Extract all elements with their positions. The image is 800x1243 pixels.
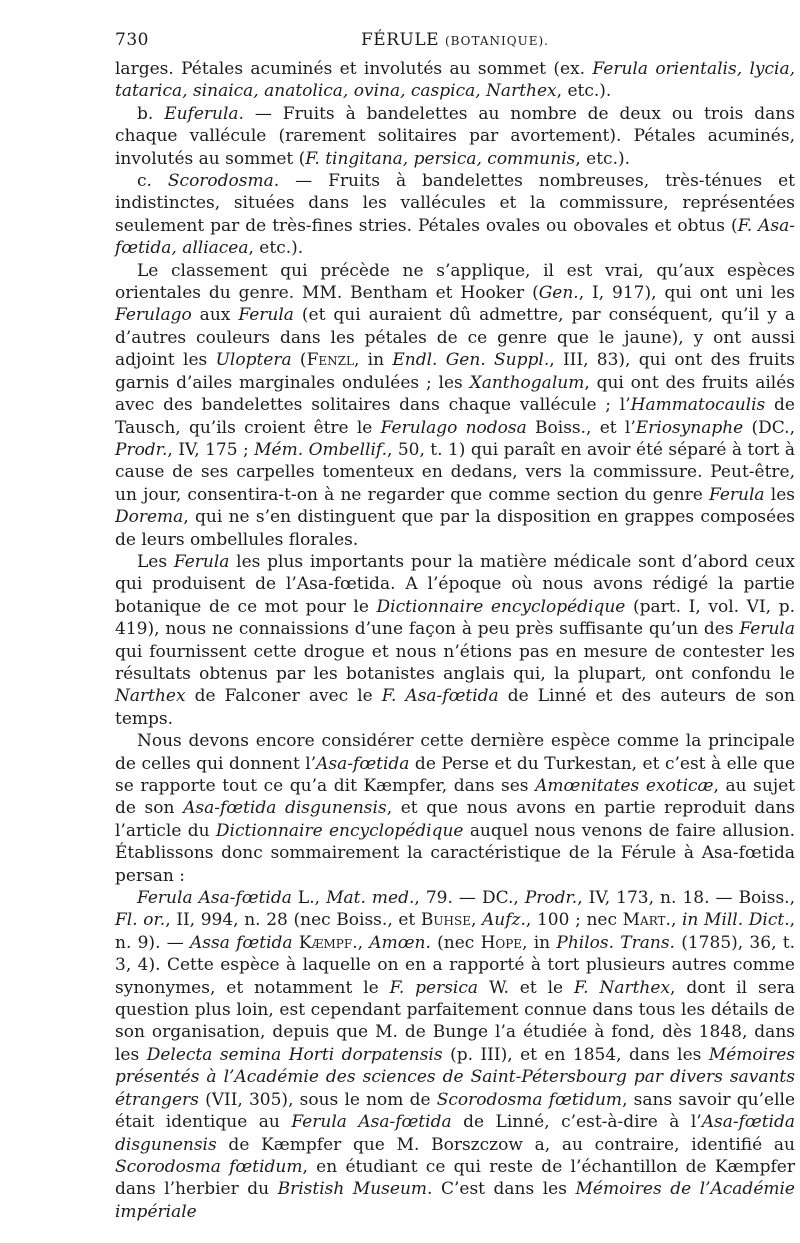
text-run: , n. 9). — bbox=[115, 910, 796, 953]
text-run: , et que nous avons en partie reproduit dans l’article du bbox=[115, 798, 796, 841]
body-text bbox=[115, 58, 795, 1223]
paragraph bbox=[115, 551, 795, 730]
text-run: Nous devons encore considérer cette dernière espèce comme la principale de celles qui donnent l’ bbox=[115, 731, 795, 774]
italic-text: Mém. Ombellif. bbox=[254, 439, 387, 460]
italic-text: in Mill. Dict. bbox=[682, 910, 790, 931]
text-run: Le classement qui précède ne s’applique, il est vrai, qu’aux espèces orientales du genre. MM. Bentham et Hooker ( bbox=[115, 260, 795, 304]
text-run: , 79. — DC., bbox=[414, 888, 525, 909]
italic-text: Endl. Gen. Suppl. bbox=[392, 350, 550, 371]
paragraph bbox=[115, 103, 795, 170]
text-run: , bbox=[470, 910, 483, 931]
paragraph bbox=[115, 170, 795, 260]
paragraph bbox=[115, 58, 795, 103]
page-number: 730 bbox=[115, 30, 149, 50]
text-run: , II, 994, n. 28 (nec Boiss., et bbox=[165, 910, 421, 931]
text-run: les bbox=[764, 484, 795, 505]
italic-text: Dorema bbox=[115, 507, 184, 528]
text-run: , bbox=[670, 910, 682, 931]
italic-text: Asa-fœtida bbox=[316, 753, 410, 774]
page-title-subtitle: (BOTANIQUE). bbox=[444, 34, 549, 48]
italic-text: Ferula bbox=[739, 619, 795, 640]
text-run: , qui ne s’en distinguent que par la disposition en grappes composées de leurs ombellules florales. bbox=[115, 507, 795, 550]
italic-text: Gen. bbox=[538, 283, 579, 304]
text-run: , au sujet de son bbox=[115, 776, 795, 819]
italic-text: F. persica bbox=[389, 977, 479, 998]
page-title bbox=[115, 30, 795, 50]
text-run: , bbox=[357, 932, 370, 953]
text-run: de Linné, c’est-à-dire à l’ bbox=[451, 1112, 702, 1133]
text-run: (nec bbox=[430, 932, 481, 953]
text-run: , etc.). bbox=[556, 81, 612, 102]
italic-text: Ferulago nodosa bbox=[380, 417, 527, 438]
text-run: (p. III), et en 1854, dans les bbox=[442, 1044, 709, 1065]
italic-text: Ferulago bbox=[115, 305, 192, 326]
italic-text: F. tingitana, persica, communis bbox=[305, 148, 576, 169]
italic-text: Dictionnaire encyclopédique bbox=[215, 820, 464, 841]
text-run: L., bbox=[291, 888, 327, 909]
italic-text: Philos. Trans. bbox=[556, 932, 675, 953]
italic-text: Ferula orientalis, lycia, tatarica, sinaica, anatolica, ovina, caspica, Narthex bbox=[115, 59, 795, 102]
italic-text: Aufz. bbox=[482, 910, 526, 931]
text-run: , en étudiant ce qui reste de l’échantillon de Kæmpfer dans l’herbier du bbox=[115, 1156, 795, 1200]
text-run: auquel nous venons de faire allusion. Établissons donc sommairement la caractéristique de la Férule à Asa-fœtida persan : bbox=[115, 820, 796, 886]
italic-text: Fl. or. bbox=[115, 910, 166, 931]
text-run: ( bbox=[291, 350, 307, 371]
italic-text: F. Asa-fœtida, alliacea bbox=[115, 215, 795, 259]
text-run: — Fruits à bandelettes nombreuses, très-ténues et indistinctes, situées dans les vallécules et la commissure, représentées seulement par de très-fines stries. Pétales ovales ou obovales et obtus ( bbox=[115, 171, 795, 236]
text-run: de Perse et du Turkestan, et c’est à elle que se rapporte tout ce qu’a dit Kæmpfer, dans ses bbox=[115, 753, 796, 796]
italic-text: Bristish Museum bbox=[277, 1179, 428, 1200]
text-run: , etc.). bbox=[575, 148, 631, 169]
text-run: de Linné et des auteurs de son temps. bbox=[115, 686, 795, 729]
text-run: larges. Pétales acuminés et involutés au sommet (ex. bbox=[115, 59, 593, 79]
text-run: (DC., bbox=[743, 417, 795, 438]
italic-text: Ferula bbox=[173, 551, 230, 572]
text-run: (VII, 305), sous le nom de bbox=[198, 1089, 437, 1110]
italic-text: Amœnitates exoticæ bbox=[535, 776, 714, 796]
text-run: Buhse bbox=[420, 910, 471, 931]
text-run: , in bbox=[522, 932, 557, 953]
italic-text: Prodr. bbox=[524, 888, 578, 909]
text-run: qui fournissent cette drogue et nous n’étions pas en mesure de contester les résultats obtenus par les botanistes anglais qui, la plupart, ont confondu le bbox=[115, 641, 795, 684]
text-run: , dont il sera question plus loin, est cependant parfaitement connue dans tous les détails de son organisation, depuis que M. de Bunge l’a étudiée à fond, dès 1848, dans les bbox=[115, 977, 796, 1065]
italic-text: Scorodosma fœtidum bbox=[115, 1156, 303, 1177]
text-run: , 100 ; nec bbox=[525, 910, 623, 931]
italic-text: Xanthogalum bbox=[469, 372, 585, 393]
running-header bbox=[115, 30, 795, 52]
text-run: c. bbox=[137, 171, 168, 192]
italic-text: Uloptera bbox=[215, 350, 292, 371]
italic-text: Mat. med. bbox=[326, 888, 415, 909]
text-run: Mart. bbox=[622, 910, 671, 931]
italic-text: Scorodosma fœtidum bbox=[436, 1089, 623, 1110]
italic-text: F. Asa-fœtida bbox=[381, 686, 499, 707]
text-run: , qui ont des fruits ailés avec des bandelettes solitaires dans chaque vallécule ; l’ bbox=[115, 372, 795, 416]
text-run: les plus importants pour la matière médicale sont d’abord ceux qui produisent de l’Asa-fœtida. A l’époque où nous avons rédigé la partie botanique de ce mot pour le bbox=[115, 551, 795, 617]
italic-text: Asa-fœtida disgunensis bbox=[183, 798, 387, 819]
italic-text: Ferula bbox=[708, 484, 765, 505]
italic-text: Narthex bbox=[115, 686, 186, 707]
paragraph bbox=[115, 260, 795, 551]
italic-text: Ferula Asa-fœtida bbox=[291, 1112, 452, 1133]
text-run: b. bbox=[137, 103, 165, 124]
text-run: , IV, 175 ; bbox=[167, 439, 255, 460]
italic-text: F. Narthex bbox=[574, 977, 671, 998]
text-run: , in bbox=[353, 350, 393, 371]
text-run: Kæmpf. bbox=[298, 932, 358, 953]
text-run: , etc.). bbox=[248, 238, 304, 259]
text-run: de Kæmpfer que M. Borszczow a, au contraire, identifié au bbox=[216, 1134, 795, 1155]
italic-text: Scorodosma. bbox=[167, 171, 280, 192]
italic-text: Mémoires de l’Académie impériale bbox=[115, 1179, 795, 1222]
italic-text: Mémoires présentés à l’Académie des sciences de Saint-Pétersbourg par divers savants étrangers bbox=[115, 1044, 795, 1110]
text-run: W. et le bbox=[478, 977, 574, 998]
italic-text: Asa-fœtida disgunensis bbox=[115, 1112, 795, 1155]
text-run: aux bbox=[191, 305, 239, 326]
text-run: de Tausch, qu’ils croient être le bbox=[115, 395, 795, 438]
italic-text: Assa fœtida bbox=[190, 932, 293, 953]
text-run: Boiss., et l’ bbox=[526, 417, 636, 438]
italic-text: Dictionnaire encyclopédique bbox=[376, 596, 626, 617]
paragraph bbox=[115, 730, 795, 887]
text-run: (et qui auraient dû admettre, par conséquent, qu’il y a d’autres couleurs dans les pétales de ce genre que le jaune), y ont aussi adjoint les bbox=[115, 305, 795, 371]
text-run: de Falconer avec le bbox=[185, 686, 382, 707]
text-run: Les bbox=[137, 551, 174, 572]
italic-text: Ferula bbox=[238, 305, 294, 326]
italic-text: Ferula Asa-fœtida bbox=[137, 888, 292, 909]
text-run: , sans savoir qu’elle était identique au bbox=[115, 1089, 795, 1133]
italic-text: Eriosynaphe bbox=[635, 417, 744, 438]
text-run: , 50, t. 1) qui paraît en avoir été séparé à tort à cause de ses carpelles tomenteux en dedans, vers la commissure. Peut-être, un jour, consentira-t-on à ne regarder que comme section du genre bbox=[115, 439, 796, 505]
text-run: Hope bbox=[480, 932, 523, 953]
text-run: , III, 83), qui ont des fruits garnis d’ailes marginales ondulées ; les bbox=[115, 350, 795, 393]
italic-text: Prodr. bbox=[115, 439, 168, 460]
text-run: (part. I, vol. VI, p. 419), nous ne connaissions d’une façon à peu près suffisante qu’un des bbox=[115, 596, 795, 640]
text-run: (1785), 36, t. 3, 4). Cette espèce à laquelle on en a rapporté à tort plusieurs autres comme synonymes, et notamment le bbox=[115, 932, 795, 998]
page-title-main: FÉRULE bbox=[361, 30, 440, 50]
text-run: , I, 917), qui ont uni les bbox=[578, 283, 795, 304]
text-run: Fenzl bbox=[306, 350, 354, 371]
text-run: , IV, 173, n. 18. — Boiss., bbox=[577, 888, 795, 909]
text-run: . C’est dans les bbox=[427, 1179, 576, 1200]
italic-text: Hammatocaulis bbox=[630, 395, 766, 416]
italic-text: Delecta semina Horti dorpatensis bbox=[146, 1044, 443, 1065]
text-run: — Fruits à bandelettes au nombre de deux ou trois dans chaque vallécule (rarement solitaires par avortement). Pétales acuminés, involutés au sommet ( bbox=[115, 103, 795, 169]
italic-text: Euferula. bbox=[164, 103, 244, 124]
italic-text: Amœn. bbox=[369, 932, 431, 953]
paragraph bbox=[115, 887, 795, 1223]
